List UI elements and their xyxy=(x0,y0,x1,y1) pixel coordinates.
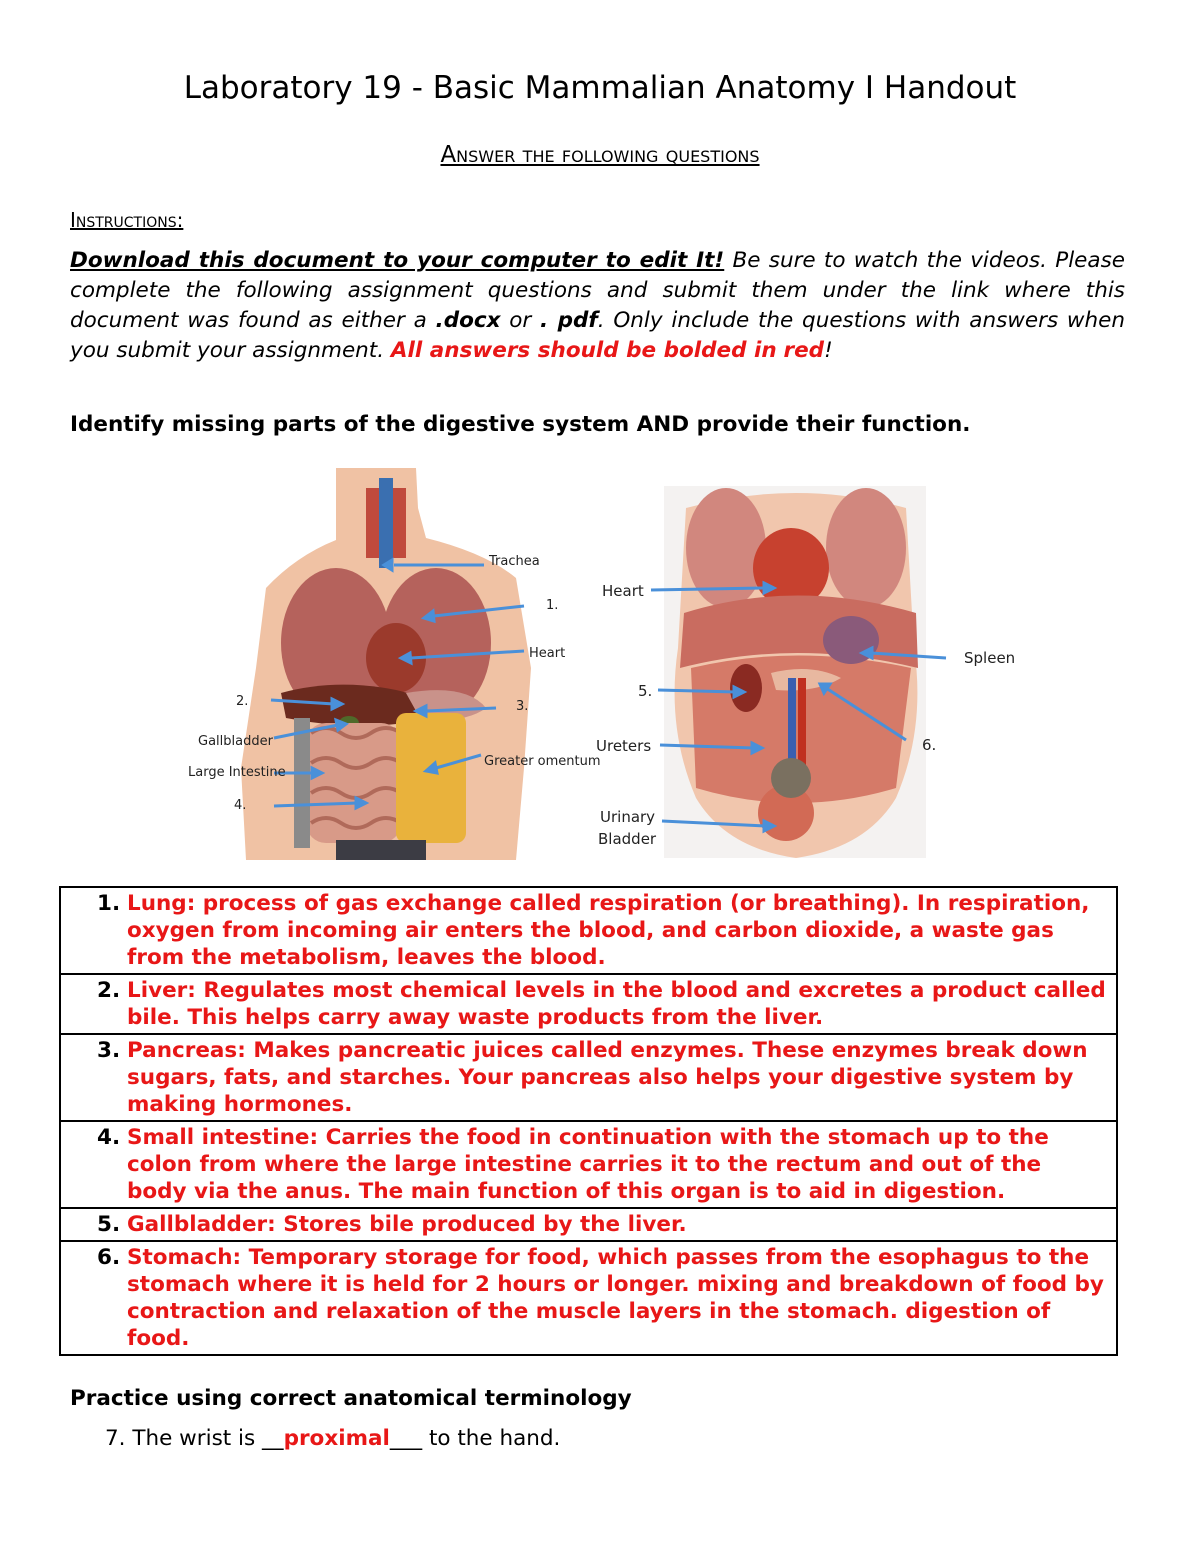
answers-table xyxy=(59,886,1118,1356)
answer-7[interactable]: proximal xyxy=(283,1426,390,1451)
label-2: 2. xyxy=(236,694,249,709)
practice-heading: Practice using correct anatomical terminology xyxy=(70,1386,632,1411)
answer-5[interactable]: Gallbladder: Stores bile produced by the liver. xyxy=(127,1212,687,1237)
instructions-paragraph: Download this document to your computer to edit It! Be sure to watch the videos. Please complete the following assignment questions and submit them under the link where this document was found as either a .docx or . pdf. Only include the questions with answers when you submit your assignment. All answers should be bolded in red! xyxy=(70,248,1126,363)
answer-3[interactable]: Pancreas: Makes pancreatic juices called enzymes. These enzymes break down sugars, fats, and starches. Your pancreas also helps your digestive system by making hormones. xyxy=(127,1038,1088,1117)
label-greater-omentum: Greater omentum xyxy=(484,754,601,769)
instructions-heading: Instructions: xyxy=(70,208,184,232)
label-heart: Heart xyxy=(529,646,566,661)
page-title: Laboratory 19 - Basic Mammalian Anatomy I Handout xyxy=(183,70,1017,106)
answer-4[interactable]: Small intestine: Carries the food in continuation with the stomach up to the colon from where the large intestine carries it to the rectum and out of the body via the anus. The main function of this organ is to aid in digestion. xyxy=(127,1125,1049,1204)
label-gallbladder: Gallbladder xyxy=(198,734,273,749)
torso-model-figure xyxy=(186,468,601,860)
label-urinary: Urinary xyxy=(600,808,656,826)
label-4: 4. xyxy=(234,798,247,813)
label-heart-2: Heart xyxy=(602,582,644,600)
answer-1[interactable]: Lung: process of gas exchange called respiration (or breathing). In respiration, oxygen from incoming air enters the blood, and carbon dioxide, a waste gas from the metabolism, leaves the blood. xyxy=(127,891,1090,970)
answer-2[interactable]: Liver: Regulates most chemical levels in the blood and excretes a product called bile. This helps carry away waste products from the liver. xyxy=(127,978,1106,1030)
label-bladder: Bladder xyxy=(598,830,657,848)
question-heading: Identify missing parts of the digestive system AND provide their function. xyxy=(70,412,971,437)
table-row: 5. Gallbladder: Stores bile produced by the liver. xyxy=(60,1208,1117,1241)
answer-6[interactable]: Stomach: Temporary storage for food, which passes from the esophagus to the stomach where it is held for 2 hours or longer. mixing and breakdown of food by contraction and relaxation of the muscle layers in the stomach. digestion of food. xyxy=(127,1245,1104,1351)
label-spleen: Spleen xyxy=(964,649,1016,667)
red-note: All answers should be bolded in xyxy=(390,338,777,363)
subtitle: Answer the following questions xyxy=(440,142,760,168)
download-note: Download this document to your computer to edit It! xyxy=(70,248,725,273)
label-6: 6. xyxy=(922,736,937,754)
label-ureters: Ureters xyxy=(596,737,652,755)
abdomen-illustration xyxy=(596,468,1026,858)
label-trachea: Trachea xyxy=(489,554,540,569)
abdomen-figure xyxy=(596,468,1026,858)
label-5: 5. xyxy=(638,682,653,700)
table-row: 1. Lung: process of gas exchange called respiration (or breathing). In respiration, oxygen from incoming air enters the blood, and carbon dioxide, a waste gas from the metabolism, leaves the blood. xyxy=(60,887,1117,974)
table-row: 3. Pancreas: Makes pancreatic juices called enzymes. These enzymes break down sugars, fats, and starches. Your pancreas also helps your digestive system by making hormones. xyxy=(60,1034,1117,1121)
table-row: 4. Small intestine: Carries the food in continuation with the stomach up to the colon from where the large intestine carries it to the rectum and out of the body via the anus. The main function of this organ is to aid in digestion. xyxy=(60,1121,1117,1208)
label-1: 1. xyxy=(546,598,559,613)
table-row: 2. Liver: Regulates most chemical levels in the blood and excretes a product called bile. This helps carry away waste products from the liver. xyxy=(60,974,1117,1034)
table-row: 6. Stomach: Temporary storage for food, which passes from the esophagus to the stomach where it is held for 2 hours or longer. mixing and breakdown of food by contraction and relaxation of the muscle layers in the stomach. digestion of food. xyxy=(60,1241,1117,1355)
label-large-intestine: Large Intestine xyxy=(188,765,286,780)
label-3: 3. xyxy=(516,699,529,714)
question-7: 7. The wrist is __proximal___ to the hand. xyxy=(105,1426,561,1451)
